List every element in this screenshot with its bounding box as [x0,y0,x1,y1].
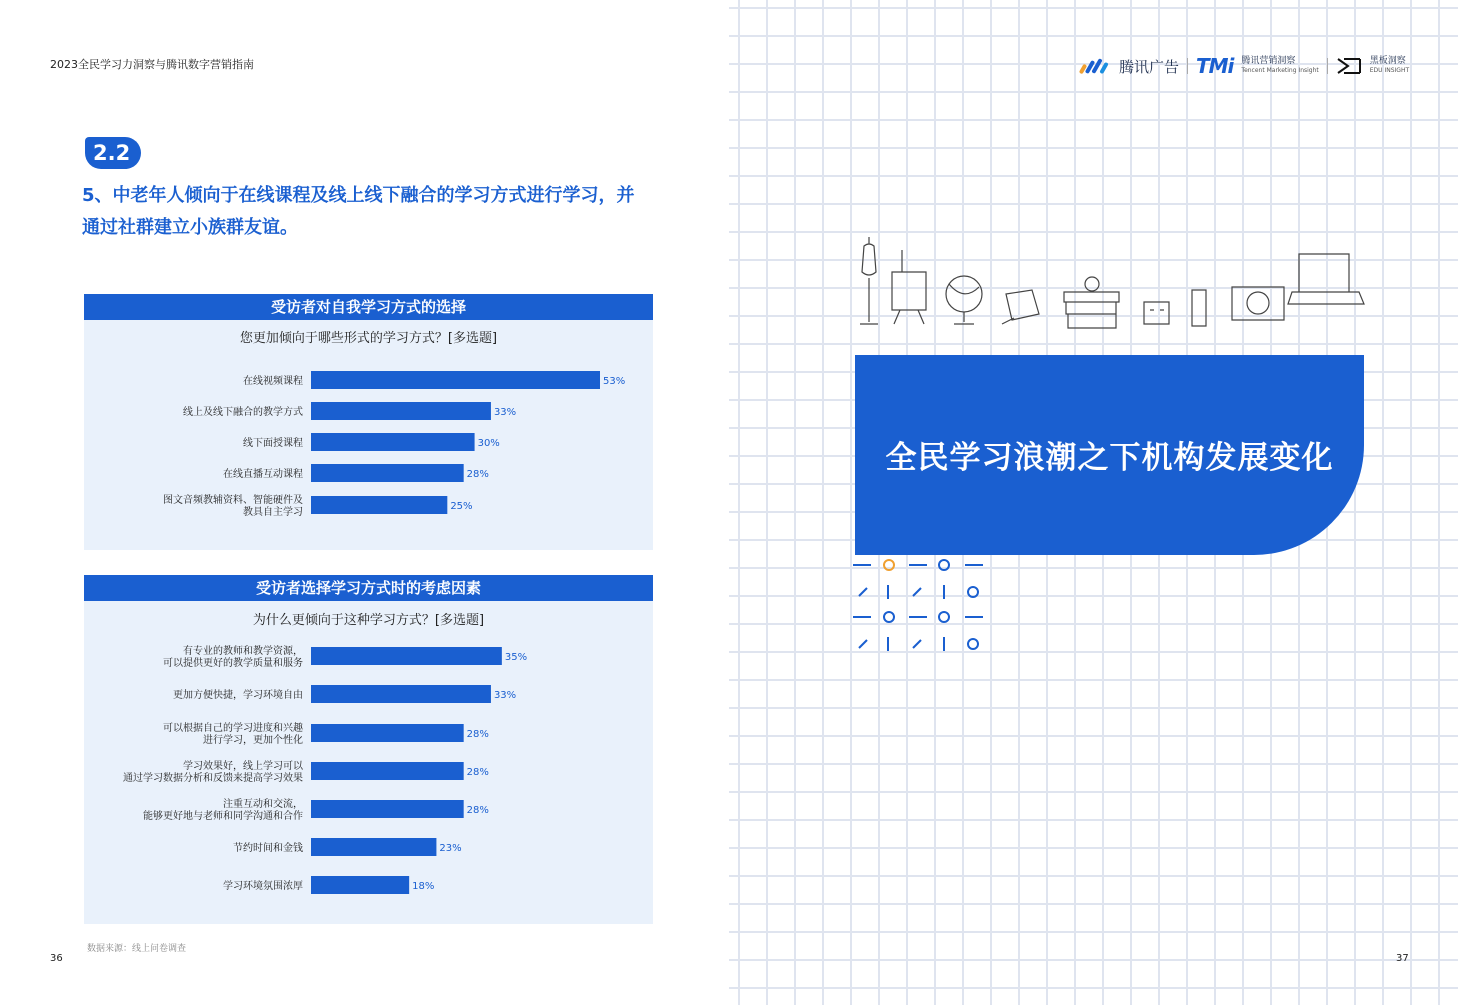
brand-logos [1079,52,1409,80]
chart-2-bar [311,838,436,856]
chart-2-value-label: 28% [466,767,489,778]
chart-2-value-label: 33% [493,690,517,701]
chart-2-category-label: 有专业的教师和教学资源， [183,646,303,657]
decorative-pattern [853,558,993,658]
chart-1-category-label: 在线直播互动课程 [223,469,303,480]
chart-2-subtitle: 为什么更倾向于这种学习方式？[多选题] [252,613,485,628]
chart-1-bar [311,433,475,451]
chart-1-bar [311,371,600,389]
chart-1-category-label: 线上及线下融合的教学方式 [183,407,303,418]
tmi-logo-mark: TMi [1196,54,1234,78]
chart-1-value-label: 53% [603,376,626,387]
edu-insight-logo-text [1370,57,1409,75]
logo-divider [1187,58,1188,74]
chapter-title-card [855,355,1364,555]
chart-panel-2 [84,575,653,924]
logo-divider [1327,58,1328,74]
page-number-left: 36 [50,953,63,964]
chart-2-value-label: 28% [466,729,489,740]
chart-2-bar [311,724,464,742]
chart-1-bar [311,496,447,514]
chart-1-bar [311,464,464,482]
edu-insight-logo-icon [1336,57,1362,75]
chart-2-category-label: 可以根据自己的学习进度和兴趣 [163,723,303,734]
chart-2-value-label: 35% [504,652,528,663]
chart-2-bars [84,575,653,924]
section-headline [82,180,672,244]
chart-1-category-label: 线下面授课程 [243,438,303,449]
chart-2-category-label: 进行学习，更加个性化 [203,735,303,746]
chart-panel-1 [84,294,653,550]
headline-line-1: 5、中老年人倾向于在线课程及线上线下融合的学习方式进行学习，并 [82,185,635,206]
chart-2-category-label: 可以提供更好的教学质量和服务 [163,658,303,669]
education-objects-illustration [854,232,1374,352]
chart-1-category-label: 教具自主学习 [243,507,303,518]
edu-en-name: EDU INSIGHT [1369,67,1410,74]
chart-2-value-label: 18% [412,881,435,892]
data-source-footnote: 数据来源：线上问卷调查 [87,944,187,954]
tmi-en-name: Tencent Marketing Insight [1241,67,1319,74]
chart-1-subtitle: 您更加倾向于哪些形式的学习方式？[多选题] [239,331,498,346]
chart-2-bar [311,876,409,894]
chart-1-title: 受访者对自我学习方式的选择 [84,294,653,320]
tmi-cn-name: 腾讯营销洞察 [1241,56,1296,66]
chart-1-value-label: 30% [477,438,500,449]
document-title: 2023全民学习力洞察与腾讯数字营销指南 [50,58,254,71]
chart-1-bar [311,402,491,420]
chart-1-category-label: 在线视频课程 [243,376,303,387]
chart-2-category-label: 学习效果好，线上学习可以 [183,761,303,772]
chapter-title: 全民学习浪潮之下机构发展变化 [885,440,1334,476]
chart-2-value-label: 28% [466,805,489,816]
chart-2-title: 受访者选择学习方式时的考虑因素 [84,575,653,601]
chart-1-value-label: 25% [450,501,473,512]
chart-1-value-label: 28% [466,469,489,480]
chart-2-category-label: 注重互动和交流， [223,799,303,810]
edu-cn-name: 黑板洞察 [1369,56,1406,66]
tencent-ads-logo-text: 腾讯广告 [1119,57,1180,76]
chart-2-bar [311,800,464,818]
chart-2-bar [311,647,502,665]
tencent-ads-logo-icon [1079,56,1111,76]
right-page [729,0,1458,1005]
chart-2-category-label: 能够更好地与老师和同学沟通和合作 [143,811,303,822]
chart-2-bar [311,762,464,780]
chart-2-value-label: 23% [439,843,462,854]
chart-2-category-label: 通过学习数据分析和反馈来提高学习效果 [123,773,303,784]
tmi-logo-text [1241,57,1318,75]
chart-2-bar [311,685,491,703]
headline-line-2: 通过社群建立小族群友谊。 [82,217,298,238]
chart-2-category-label: 更加方便快捷，学习环境自由 [173,690,303,701]
chart-1-value-label: 33% [493,407,517,418]
page-number-right: 37 [1396,953,1409,964]
chart-1-bars [84,294,653,550]
section-number-badge: 2.2 [85,137,141,169]
chart-2-category-label: 节约时间和金钱 [233,843,303,854]
chart-2-category-label: 学习环境氛围浓厚 [223,881,303,892]
chart-1-category-label: 图文音频教辅资料、智能硬件及 [163,495,303,506]
